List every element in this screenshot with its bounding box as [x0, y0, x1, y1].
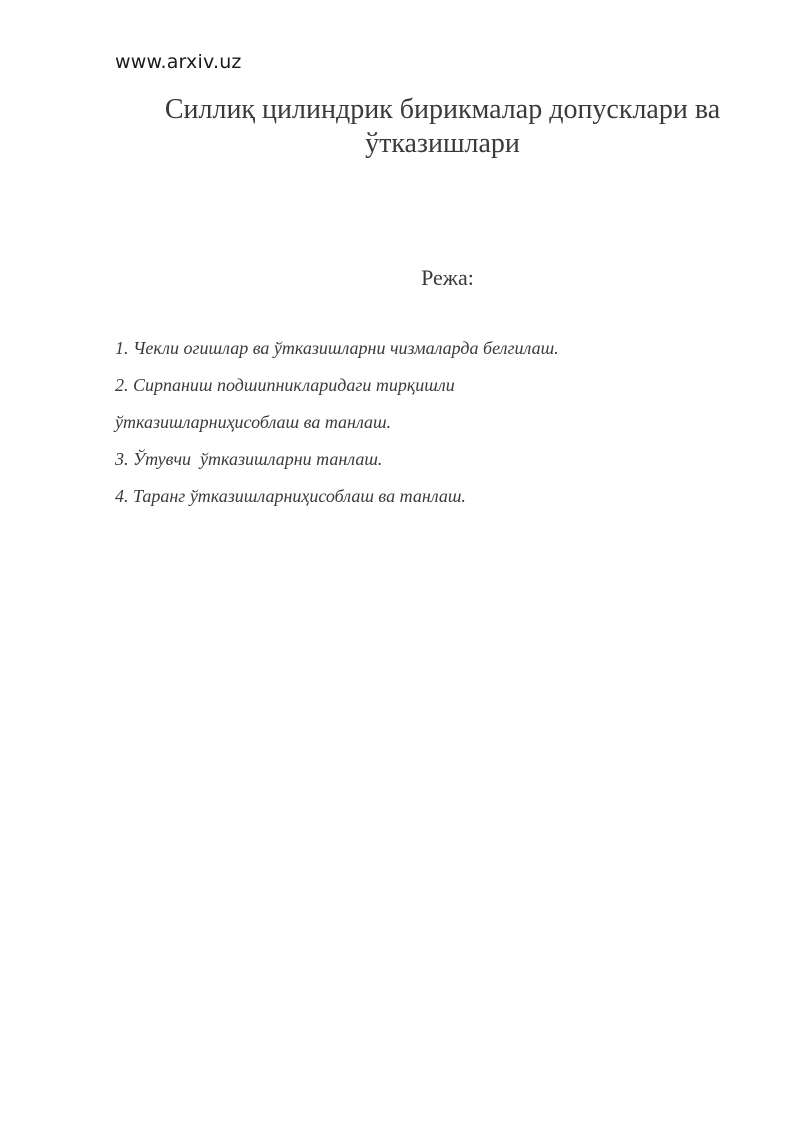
document-title: Силлиқ цилиндрик бирикмалар допусклари ва ўтказишлари [164, 94, 721, 159]
plan-item-continuation: ўтказишларниҳисоблаш ва танлаш. [115, 412, 392, 432]
plan-item: 1. Чекли огишлар ва ўтказишларни чизмаларда белгилаш. [115, 338, 559, 358]
site-watermark: www.arxiv.uz [115, 51, 242, 73]
plan-item: 3. Ўтувчи ўтказишларни танлаш. [115, 449, 383, 469]
plan-item: 2. Сирпаниш подшипникларидаги тирқишли [115, 375, 455, 395]
plan-item: 4. Таранг ўтказишларниҳисоблаш ва танлаш. [115, 486, 466, 506]
plan-list [115, 330, 755, 515]
plan-heading: Режа: [421, 265, 474, 290]
